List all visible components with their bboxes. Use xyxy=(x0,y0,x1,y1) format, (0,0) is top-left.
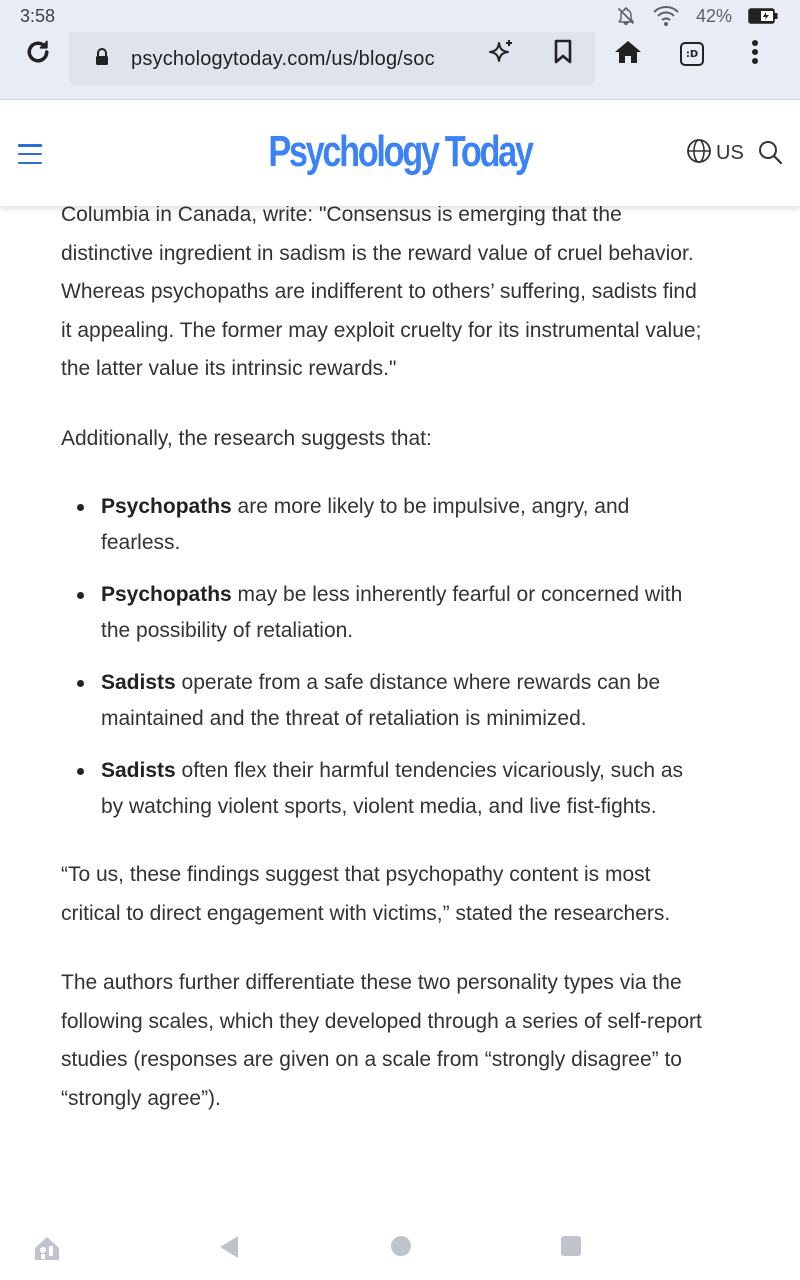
notifications-off-icon xyxy=(616,6,636,26)
more-menu-button[interactable] xyxy=(740,36,770,72)
search-icon xyxy=(757,139,783,170)
findings-list xyxy=(61,489,711,825)
globe-icon xyxy=(686,138,712,169)
bullet-term: Sadists xyxy=(101,671,176,694)
home-circle-icon xyxy=(389,1234,413,1263)
assistant-button[interactable] xyxy=(32,1234,62,1267)
article-paragraph: The authors further differentiate these two personality types via the following scales, which they developed through a series of self-report studies (responses are given on a scale from “strongly disagree” to “strongly agree”). xyxy=(61,971,702,1110)
more-vert-icon xyxy=(751,39,759,70)
tabs-icon: :D xyxy=(680,42,704,66)
site-header xyxy=(0,100,800,206)
bullet-text: may be less inherently fearful or concerned with the possibility of retaliation. xyxy=(101,583,683,642)
list-item xyxy=(61,753,711,825)
url-text[interactable]: psychologytoday.com/us/blog/soc xyxy=(131,47,435,70)
hamburger-menu-icon[interactable] xyxy=(18,144,42,164)
recents-icon xyxy=(559,1234,583,1263)
article-body xyxy=(0,206,800,1212)
search-button[interactable] xyxy=(756,140,784,168)
bullet-term: Psychopaths xyxy=(101,495,232,518)
lock-icon xyxy=(95,48,109,71)
system-nav-bar xyxy=(0,1212,800,1280)
article-paragraph: Columbia in Canada, write: "Consensus is emerging that the distinctive ingredient in sadism is the reward value of cruel behavior. Whereas psychopaths are indifferent to others’ suffering, sadists find it appealing. The former may exploit cruelty for its instrumental value; the latter value its intrinsic rewards." xyxy=(61,206,702,380)
bullet-text: often flex their harmful tendencies vicariously, such as by watching violent sports, violent media, and live fist-fights. xyxy=(101,759,684,818)
home-nav-button[interactable] xyxy=(389,1234,413,1263)
list-item xyxy=(61,577,711,649)
article-paragraph: Additionally, the research suggests that: xyxy=(61,426,432,450)
browser-toolbar xyxy=(0,32,800,100)
back-icon xyxy=(217,1234,241,1265)
region-selector[interactable] xyxy=(686,138,744,169)
back-button[interactable] xyxy=(217,1234,241,1265)
address-bar[interactable] xyxy=(69,32,595,86)
battery-charging-icon xyxy=(748,8,778,24)
bullet-term: Sadists xyxy=(101,759,176,782)
region-label: US xyxy=(716,142,744,164)
site-logo[interactable]: Psychology Today xyxy=(268,127,532,176)
status-time: 3:58 xyxy=(20,5,56,26)
home-icon xyxy=(614,39,642,70)
list-item xyxy=(61,665,711,737)
battery-percent: 42% xyxy=(695,5,732,26)
sparkle-icon xyxy=(487,38,515,71)
tabs-button[interactable] xyxy=(676,36,708,72)
status-icons xyxy=(616,5,778,27)
recents-button[interactable] xyxy=(559,1234,583,1263)
bookmark-icon xyxy=(553,39,573,70)
bullet-term: Psychopaths xyxy=(101,583,232,606)
bullet-text: are more likely to be impulsive, angry, and fearless. xyxy=(101,495,630,554)
sparkle-button[interactable] xyxy=(485,38,517,70)
home-button[interactable] xyxy=(610,36,646,72)
reload-icon xyxy=(23,37,53,72)
bookmark-button[interactable] xyxy=(547,38,579,70)
status-bar xyxy=(0,0,800,32)
assistant-icon xyxy=(32,1234,62,1267)
list-item xyxy=(61,489,711,561)
article-paragraph: “To us, these findings suggest that psychopathy content is most critical to direct engagement with victims,” stated the researchers. xyxy=(61,863,671,925)
wifi-icon xyxy=(652,5,680,27)
reload-button[interactable] xyxy=(18,34,58,74)
bullet-text: operate from a safe distance where rewards can be maintained and the threat of retaliation is minimized. xyxy=(101,671,661,730)
